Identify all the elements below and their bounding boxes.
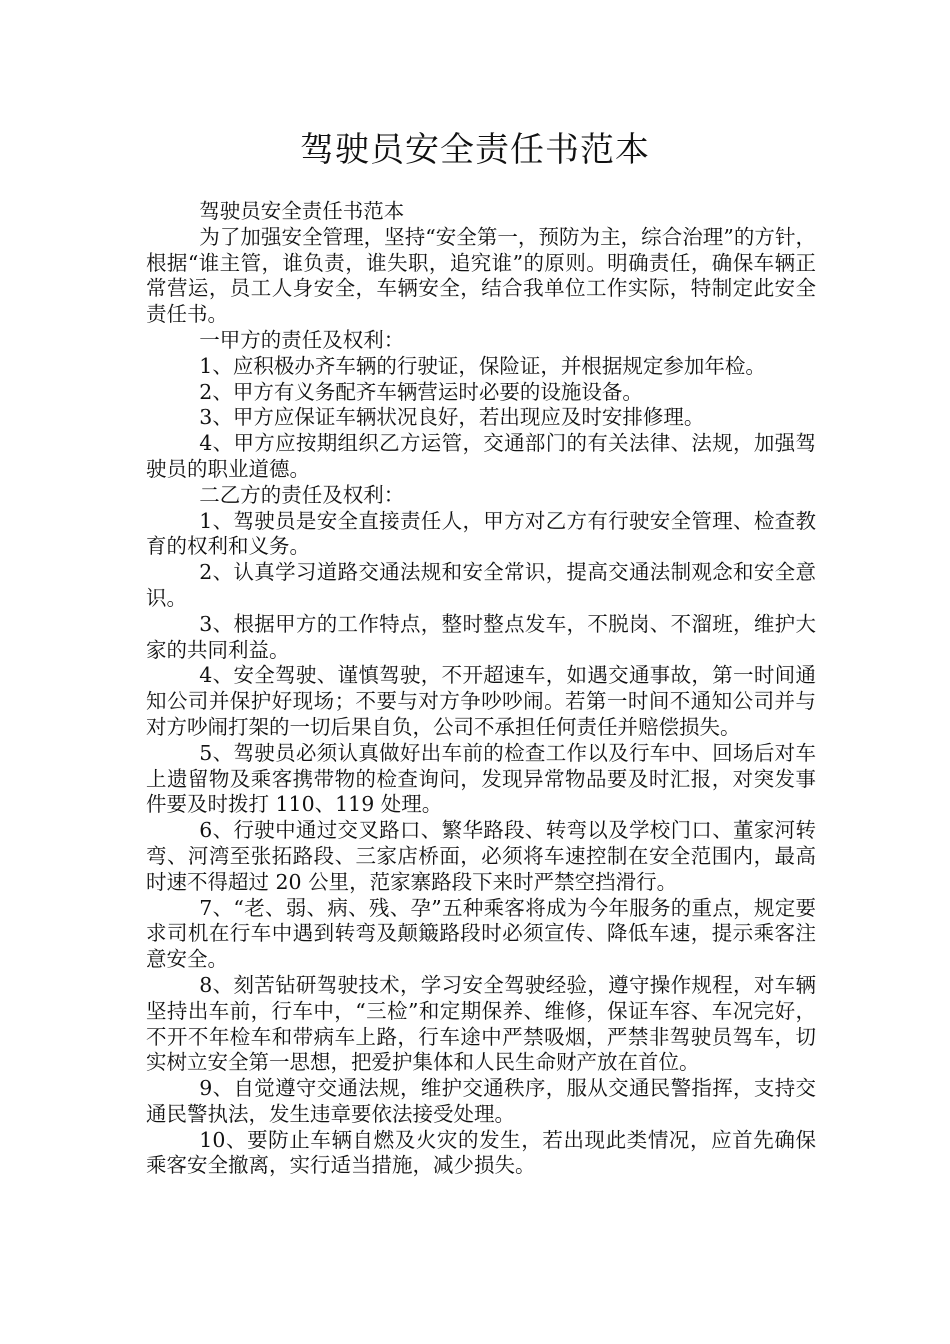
party-b-item-9: 9、自觉遵守交通法规，维护交通秩序，服从交通民警指挥，支持交通民警执法，发生违章要依法接受处理。 (146, 1076, 816, 1126)
document-title: 驾驶员安全责任书范本 (300, 130, 650, 170)
party-b-item-4: 4、安全驾驶、谨慎驾驶，不开超速车，如遇交通事故，第一时间通知公司并保护好现场；不要与对方争吵吵闹。若第一时间不通知公司并与对方吵闹打架的一切后果自负，公司不承担任何责任并赔偿损失。 (146, 663, 816, 739)
party-a-item-4: 4、甲方应按期组织乙方运管，交通部门的有关法律、法规，加强驾驶员的职业道德。 (146, 431, 816, 481)
party-b-item-5: 5、驾驶员必须认真做好出车前的检查工作以及行车中、回场后对车上遗留物及乘客携带物的检查询问，发现异常物品要及时汇报，对突发事件要及时拨打 110、119 处理。 (146, 740, 816, 817)
paragraph-subtitle: 驾驶员安全责任书范本 (199, 199, 405, 223)
party-b-item-7: 7、“老、弱、病、残、孕”五种乘客将成为今年服务的重点，规定要求司机在行车中遇到转弯及颠簸路段时必须宣传、降低车速，提示乘客注意安全。 (146, 895, 816, 972)
party-a-item-2: 2、甲方有义务配齐车辆营运时必要的设施设备。 (199, 379, 643, 404)
section-heading-party-b: 二乙方的责任及权利： (199, 482, 405, 507)
document-body (146, 199, 816, 1179)
party-b-item-1: 1、驾驶员是安全直接责任人，甲方对乙方有行驶安全管理、检查教育的权利和义务。 (146, 508, 816, 559)
section-heading-party-a: 一甲方的责任及权利： (199, 327, 405, 352)
party-b-item-10: 10、要防止车辆自燃及火灾的发生，若出现此类情况，应首先确保乘客安全撤离，实行适当措施，减少损失。 (146, 1127, 816, 1178)
party-b-item-8: 8、刻苦钻研驾驶技术，学习安全驾驶经验，遵守操作规程，对车辆坚持出车前，行车中，“三检”和定期保养、维修，保证车容、车况完好，不开不年检车和带病车上路，行车途中严禁吸烟，严禁非驾驶员驾车，切实树立安全第一思想，把爱护集体和人民生命财产放在首位。 (146, 972, 816, 1075)
party-a-item-3: 3、甲方应保证车辆状况良好，若出现应及时安排修理。 (199, 405, 705, 430)
paragraph-intro: 为了加强安全管理，坚持“安全第一，预防为主，综合治理”的方针，根据“谁主管，谁负责，谁失职，追究谁”的原则。明确责任，确保车辆正常营运，员工人身安全，车辆安全，结合我单位工作实际，特制定此安全责任书。 (146, 224, 816, 327)
party-b-item-3: 3、根据甲方的工作特点，整时整点发车，不脱岗、不溜班，维护大家的共同利益。 (146, 611, 816, 662)
party-b-item-2: 2、认真学习道路交通法规和安全常识，提高交通法制观念和安全意识。 (146, 560, 816, 610)
party-a-item-1: 1、应积极办齐车辆的行驶证，保险证，并根据规定参加年检。 (199, 353, 766, 378)
party-b-item-6: 6、行驶中通过交叉路口、繁华路段、转弯以及学校门口、董家河转弯、河湾至张拓路段、三家店桥面，必须将车速控制在安全范围内，最高时速不得超过 20 公里，范家寨路段下来时严禁空挡滑行。 (146, 818, 816, 894)
